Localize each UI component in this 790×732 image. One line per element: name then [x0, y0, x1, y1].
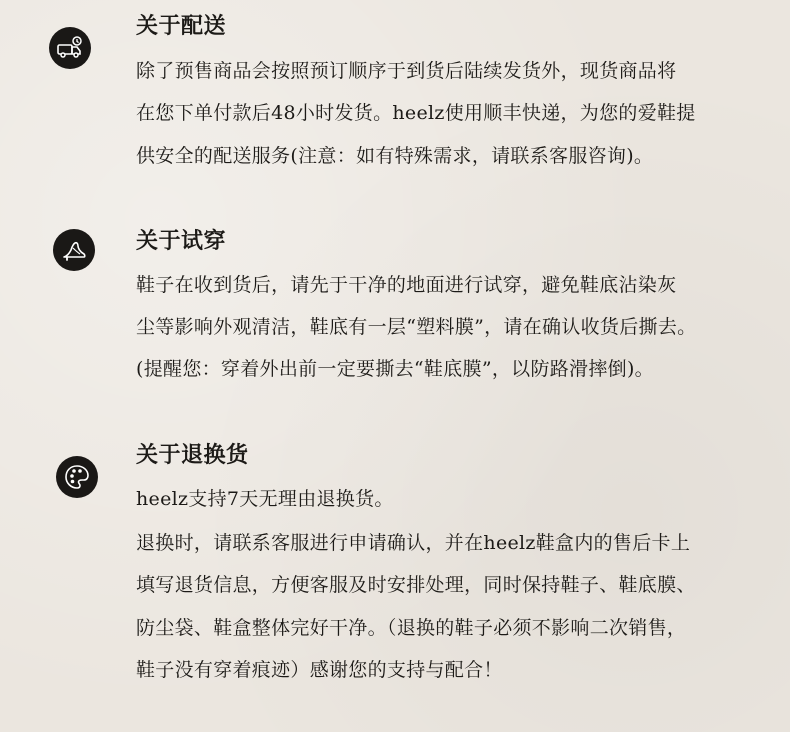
- returns-line-2: 退换时，请联系客服进行申请确认，并在heelz鞋盒内的售后卡上: [136, 532, 691, 554]
- high-heel-shoe-icon: [53, 229, 95, 271]
- returns-title: 关于退换货: [136, 442, 249, 468]
- try-on-line-1: 鞋子在收到货后，请先于干净的地面进行试穿，避免鞋底沾染灰: [136, 274, 677, 296]
- delivery-line-1: 除了预售商品会按照预订顺序于到货后陆续发货外，现货商品将: [136, 60, 677, 82]
- delivery-truck-icon: [49, 27, 91, 69]
- delivery-line-3: 供安全的配送服务(注意：如有特殊需求，请联系客服咨询)。: [136, 145, 654, 167]
- try-on-title: 关于试穿: [136, 228, 227, 254]
- delivery-title: 关于配送: [136, 13, 227, 39]
- palette-icon: [56, 456, 98, 498]
- try-on-line-2: 尘等影响外观清洁，鞋底有一层“塑料膜”，请在确认收货后撕去。: [136, 316, 697, 338]
- returns-line-3: 填写退货信息，方便客服及时安排处理，同时保持鞋子、鞋底膜、: [136, 574, 696, 596]
- try-on-line-3: (提醒您：穿着外出前一定要撕去“鞋底膜”，以防路滑摔倒)。: [136, 358, 654, 380]
- returns-line-4: 防尘袋、鞋盒整体完好干净。（退换的鞋子必须不影响二次销售，: [136, 617, 687, 639]
- delivery-line-2: 在您下单付款后48小时发货。heelz使用顺丰快递，为您的爱鞋提: [136, 102, 696, 124]
- returns-line-5: 鞋子没有穿着痕迹）感谢您的支持与配合！: [136, 659, 503, 681]
- returns-line-1: heelz支持7天无理由退换货。: [136, 488, 394, 510]
